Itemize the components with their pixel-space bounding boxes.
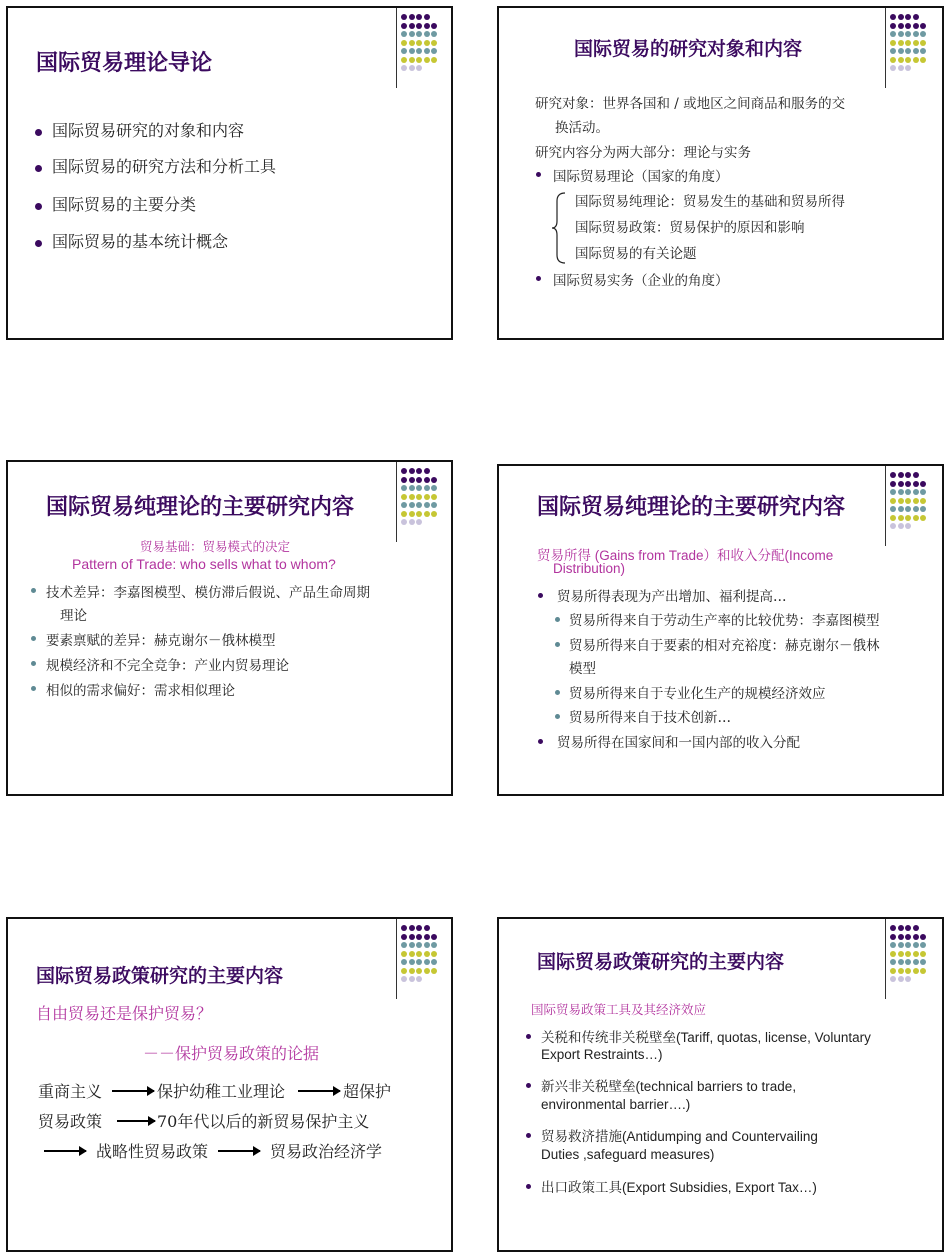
dot-icon [416,934,422,940]
flow-node: 保护幼稚工业理论 [157,1082,286,1101]
dot-icon [890,925,896,931]
question-subtext: －－保护贸易政策的论据 [143,1044,320,1063]
dot-icon [409,485,415,491]
dot-icon [898,976,904,982]
dot-icon [401,23,407,29]
dot-icon [890,14,896,20]
dot-icon [920,942,926,948]
dot-icon [890,951,896,957]
bullet-icon [526,1133,531,1138]
dot-icon [424,14,430,20]
slide-title: 国际贸易纯理论的主要研究内容 [537,495,846,520]
dot-icon [905,65,911,71]
decorative-dots-icon [890,14,928,78]
dot-icon [913,968,919,974]
list-item: environmental barrier….) [541,1097,691,1112]
dot-icon [409,519,415,525]
dot-icon [409,40,415,46]
dot-icon [913,942,919,948]
dot-icon [920,506,926,512]
dot-icon [401,976,407,982]
divider-line [396,919,397,999]
bullet-icon [526,1184,531,1189]
bullet-icon [536,172,541,177]
dot-icon [431,31,437,37]
paragraph: 研究对象：世界各国和 / 或地区之间商品和服务的交 [535,96,846,112]
bullet-icon [526,1034,531,1039]
list-item: 出口政策工具(Export Subsidies, Export Tax…) [541,1180,817,1195]
question-text: 自由贸易还是保护贸易？ [36,1004,213,1023]
dot-icon [416,57,422,63]
dot-icon [905,951,911,957]
dot-icon [905,57,911,63]
dot-icon [424,511,430,517]
flow-node: 超保护 [343,1082,392,1101]
dot-icon [920,959,926,965]
dot-icon [431,502,437,508]
slide-title: 国际贸易政策研究的主要内容 [537,951,785,973]
decorative-dots-icon [890,925,928,989]
dot-icon [898,57,904,63]
dot-icon [898,472,904,478]
divider-line [396,8,397,88]
dot-icon [401,968,407,974]
dot-icon [898,489,904,495]
list-item: 新兴非关税壁垒(technical barriers to trade, [541,1079,797,1094]
flow-node: 贸易政治经济学 [270,1142,383,1161]
dot-icon [424,40,430,46]
dot-icon [898,481,904,487]
dot-icon [898,934,904,940]
dot-icon [920,515,926,521]
subtitle: 贸易所得 (Gains from Trade）和收入分配(Income [537,548,834,563]
dot-icon [409,925,415,931]
dot-icon [409,57,415,63]
arrow-icon [112,1090,154,1092]
dot-icon [409,48,415,54]
slide-title: 国际贸易纯理论的主要研究内容 [46,495,355,520]
bullet-icon [555,617,560,622]
dot-icon [424,23,430,29]
slide-title: 国际贸易政策研究的主要内容 [36,965,284,987]
bullet-icon [555,714,560,719]
dot-icon [898,14,904,20]
dot-icon [409,65,415,71]
bullet-icon [526,1083,531,1088]
dot-icon [913,515,919,521]
dot-icon [898,23,904,29]
slide-title: 国际贸易的研究对象和内容 [574,38,803,60]
dot-icon [409,942,415,948]
dot-icon [424,951,430,957]
dot-icon [920,481,926,487]
bullet-icon [35,129,42,136]
dot-icon [416,485,422,491]
arrow-icon [218,1150,260,1152]
dot-icon [905,976,911,982]
dot-icon [424,942,430,948]
list-item: 规模经济和不完全竞争：产业内贸易理论 [46,658,289,674]
dot-icon [898,65,904,71]
dot-icon [401,959,407,965]
dot-icon [409,951,415,957]
dot-icon [905,968,911,974]
sub-item: 贸易所得来自于劳动生产率的比较优势：李嘉图模型 [569,613,880,629]
dot-icon [409,494,415,500]
dot-icon [898,31,904,37]
dot-icon [416,959,422,965]
dot-icon [898,498,904,504]
dot-icon [401,494,407,500]
dot-icon [890,40,896,46]
dot-icon [905,925,911,931]
dot-icon [890,506,896,512]
flow-node: 贸易政策 [38,1112,103,1131]
list-item: 理论 [60,608,87,624]
dot-icon [898,40,904,46]
dot-icon [401,57,407,63]
list-item: 关税和传统非关税壁垒(Tariff, quotas, license, Voluntary [541,1030,871,1045]
dot-icon [401,519,407,525]
dot-icon [416,511,422,517]
dot-icon [890,48,896,54]
bullet-icon [31,636,36,641]
dot-icon [416,942,422,948]
dot-icon [431,477,437,483]
dot-icon [401,942,407,948]
dot-icon [905,472,911,478]
dot-icon [890,472,896,478]
dot-icon [431,968,437,974]
subtitle: Distribution) [553,561,626,576]
dot-icon [409,976,415,982]
dot-icon [890,481,896,487]
flow-node: 战略性贸易政策 [96,1142,209,1161]
dot-icon [905,14,911,20]
decorative-dots-icon [401,14,439,78]
dot-icon [913,31,919,37]
sub-item: 国际贸易纯理论：贸易发生的基础和贸易所得 [575,194,845,210]
sub-item: 贸易所得来自于要素的相对充裕度：赫克谢尔－俄林 [569,638,880,654]
dot-icon [431,23,437,29]
dot-icon [905,506,911,512]
dot-icon [913,925,919,931]
dot-icon [431,57,437,63]
dot-icon [913,472,919,478]
divider-line [885,8,886,88]
dot-icon [401,65,407,71]
bullet-icon [555,642,560,647]
divider-line [885,466,886,546]
dot-icon [431,959,437,965]
dot-icon [409,23,415,29]
decorative-dots-icon [401,925,439,989]
dot-icon [416,23,422,29]
dot-icon [409,968,415,974]
dot-icon [898,925,904,931]
decorative-dots-icon [890,472,928,536]
dot-icon [409,934,415,940]
list-item: 国际贸易的研究方法和分析工具 [52,157,277,176]
dot-icon [913,489,919,495]
dot-icon [416,31,422,37]
dot-icon [890,57,896,63]
divider-line [885,919,886,999]
dot-icon [920,968,926,974]
sub-item: 贸易所得来自于技术创新… [569,710,731,726]
slide-6 [497,917,944,1252]
dot-icon [409,468,415,474]
list-item: 贸易所得表现为产出增加、福利提高… [557,589,787,605]
dot-icon [424,925,430,931]
dot-icon [401,502,407,508]
dot-icon [898,515,904,521]
bullet-icon [31,686,36,691]
dot-icon [424,477,430,483]
dot-icon [416,925,422,931]
dot-icon [431,942,437,948]
dot-icon [913,498,919,504]
list-item: 技术差异：李嘉图模型、模仿滞后假说、产品生命周期 [46,585,370,601]
dot-icon [920,489,926,495]
dot-icon [913,23,919,29]
dot-icon [409,511,415,517]
list-item: Duties ,safeguard measures) [541,1147,715,1162]
dot-icon [913,934,919,940]
dot-icon [913,57,919,63]
dot-icon [905,498,911,504]
bullet-icon [31,588,36,593]
dot-icon [416,519,422,525]
dot-icon [913,951,919,957]
dot-icon [890,498,896,504]
arrow-icon [298,1090,340,1092]
dot-icon [905,942,911,948]
arrow-icon [44,1150,86,1152]
list-item: 相似的需求偏好：需求相似理论 [46,683,235,699]
dot-icon [890,31,896,37]
slide-1 [6,6,453,340]
dot-icon [898,48,904,54]
dot-icon [401,468,407,474]
dot-icon [905,959,911,965]
sub-item: 贸易所得来自于专业化生产的规模经济效应 [569,686,826,702]
list-item: 要素禀赋的差异：赫克谢尔－俄林模型 [46,633,276,649]
dot-icon [431,951,437,957]
dot-icon [424,968,430,974]
list-item: 国际贸易理论（国家的角度） [553,169,729,185]
dot-icon [905,523,911,529]
list-item: Export Restraints…) [541,1047,663,1062]
dot-icon [920,57,926,63]
dot-icon [905,23,911,29]
dot-icon [890,959,896,965]
dot-icon [401,48,407,54]
flow-node: 重商主义 [38,1082,103,1101]
flow-node: 70年代以后的新贸易保护主义 [157,1112,370,1131]
list-item: 贸易救济措施(Antidumping and Countervailing [541,1129,818,1144]
bullet-icon [555,690,560,695]
bullet-icon [35,203,42,210]
bullet-icon [538,593,543,598]
dot-icon [424,31,430,37]
dot-icon [431,485,437,491]
dot-icon [890,934,896,940]
dot-icon [416,14,422,20]
dot-icon [890,968,896,974]
dot-icon [890,23,896,29]
slide-title: 国际贸易理论导论 [36,51,213,76]
dot-icon [913,481,919,487]
dot-icon [416,48,422,54]
dot-icon [905,40,911,46]
dot-icon [890,515,896,521]
dot-icon [890,65,896,71]
list-item: 贸易所得在国家间和一国内部的收入分配 [557,735,800,751]
list-item: 国际贸易实务（企业的角度） [553,273,729,289]
dot-icon [913,506,919,512]
subtitle: 国际贸易政策工具及其经济效应 [531,1002,707,1017]
dot-icon [409,31,415,37]
dot-icon [920,951,926,957]
dot-icon [409,14,415,20]
arrow-icon [117,1120,155,1122]
dot-icon [913,40,919,46]
sub-item: 国际贸易政策：贸易保护的原因和影响 [575,220,805,236]
dot-icon [401,511,407,517]
dot-icon [905,31,911,37]
dot-icon [898,951,904,957]
bullet-icon [35,165,42,172]
dot-icon [905,481,911,487]
dot-icon [401,14,407,20]
dot-icon [431,494,437,500]
dot-icon [913,14,919,20]
subtitle: 贸易基础：贸易模式的决定 [140,539,291,554]
dot-icon [401,951,407,957]
dot-icon [401,477,407,483]
divider-line [396,462,397,542]
paragraph: 换活动。 [555,120,609,136]
dot-icon [401,31,407,37]
dot-icon [431,40,437,46]
dot-icon [424,468,430,474]
dot-icon [905,515,911,521]
dot-icon [913,959,919,965]
subtitle: Pattern of Trade: who sells what to whom? [72,556,336,572]
list-item: 国际贸易的基本统计概念 [52,232,229,251]
dot-icon [416,40,422,46]
slide-2 [497,6,944,340]
sub-item: 模型 [569,661,596,677]
dot-icon [920,934,926,940]
dot-icon [401,934,407,940]
dot-icon [424,57,430,63]
dot-icon [898,968,904,974]
dot-icon [905,934,911,940]
dot-icon [416,468,422,474]
dot-icon [416,477,422,483]
dot-icon [424,934,430,940]
dot-icon [920,40,926,46]
dot-icon [401,925,407,931]
list-item: 国际贸易的主要分类 [52,195,197,214]
dot-icon [409,959,415,965]
dot-icon [890,523,896,529]
dot-icon [905,489,911,495]
dot-icon [898,959,904,965]
dot-icon [401,40,407,46]
dot-icon [890,942,896,948]
dot-icon [416,976,422,982]
dot-icon [920,31,926,37]
list-item: 国际贸易研究的对象和内容 [52,121,245,140]
dot-icon [431,48,437,54]
bullet-icon [538,739,543,744]
dot-icon [424,494,430,500]
dot-icon [416,494,422,500]
dot-icon [890,489,896,495]
slide-4 [497,464,944,796]
dot-icon [431,934,437,940]
dot-icon [424,485,430,491]
dot-icon [416,502,422,508]
bullet-icon [35,240,42,247]
decorative-dots-icon [401,468,439,532]
brace-icon [551,191,567,265]
dot-icon [424,48,430,54]
bullet-icon [31,661,36,666]
slide-3 [6,460,453,796]
dot-icon [898,523,904,529]
dot-icon [920,48,926,54]
dot-icon [913,48,919,54]
dot-icon [416,968,422,974]
dot-icon [401,485,407,491]
dot-icon [409,502,415,508]
dot-icon [409,477,415,483]
dot-icon [424,502,430,508]
dot-icon [920,498,926,504]
dot-icon [424,959,430,965]
dot-icon [416,65,422,71]
paragraph: 研究内容分为两大部分：理论与实务 [535,145,751,161]
sub-item: 国际贸易的有关论题 [575,246,697,262]
dot-icon [920,23,926,29]
dot-icon [416,951,422,957]
dot-icon [898,506,904,512]
slide-5 [6,917,453,1252]
bullet-icon [536,276,541,281]
dot-icon [890,976,896,982]
dot-icon [905,48,911,54]
dot-icon [431,511,437,517]
dot-icon [898,942,904,948]
